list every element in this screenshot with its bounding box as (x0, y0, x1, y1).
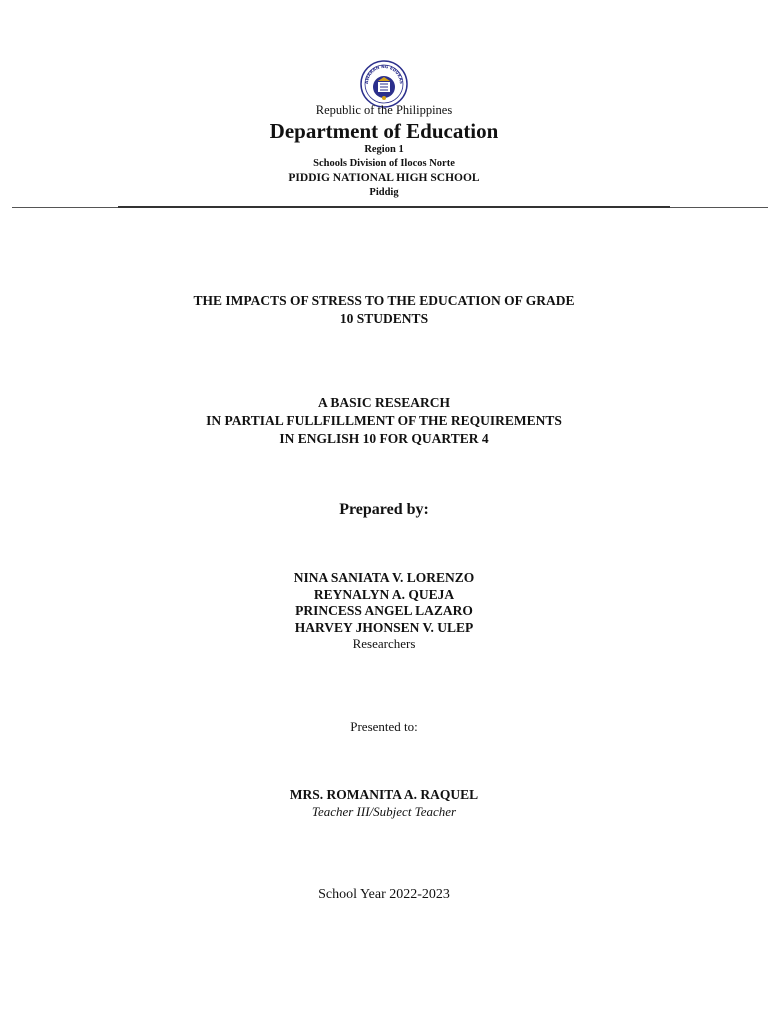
header-divider-thick (118, 206, 670, 208)
division-label: Schools Division of Ilocos Norte (313, 158, 455, 169)
researchers-role: Researchers (352, 636, 416, 651)
school-name: PIDDIG NATIONAL HIGH SCHOOL (288, 172, 480, 184)
deped-seal-logo (360, 60, 408, 108)
researcher-name: NINA SANIATA V. LORENZO (293, 570, 475, 585)
researcher-name: HARVEY JHONSEN V. ULEP (294, 619, 474, 635)
svg-text:KAGAWARAN NG EDUKASYON: AWARAN NG EDUKAS (363, 63, 405, 85)
research-description (0, 394, 768, 448)
research-title-line-2: 10 STUDENTS (339, 311, 429, 326)
teacher-role: Teacher III/Subject Teacher (311, 804, 457, 819)
department-title: Department of Education (269, 119, 499, 143)
researcher-name: REYNALYN A. QUEJA (313, 586, 455, 602)
research-description-line-3: IN ENGLISH 10 FOR QUARTER 4 (279, 431, 489, 446)
republic-label: Republic of the Philippines (315, 103, 453, 117)
research-description-line-2: IN PARTIAL FULLFILLMENT OF THE REQUIREMENTS (206, 413, 562, 428)
research-title-line-1: THE IMPACTS OF STRESS TO THE EDUCATION OF GRADE (193, 293, 575, 308)
research-title (0, 292, 768, 328)
town-label: Piddig (369, 187, 399, 198)
teacher-name: MRS. ROMANITA A. RAQUEL (289, 787, 479, 802)
presented-to-label: Presented to: (350, 719, 418, 734)
region-label: Region 1 (364, 144, 404, 155)
school-year: School Year 2022-2023 (318, 887, 450, 902)
prepared-by-label: Prepared by: (339, 501, 429, 518)
researcher-name: PRINCESS ANGEL LAZARO (295, 603, 473, 618)
researchers-list (0, 570, 768, 636)
research-description-line-1: A BASIC RESEARCH (317, 395, 451, 410)
